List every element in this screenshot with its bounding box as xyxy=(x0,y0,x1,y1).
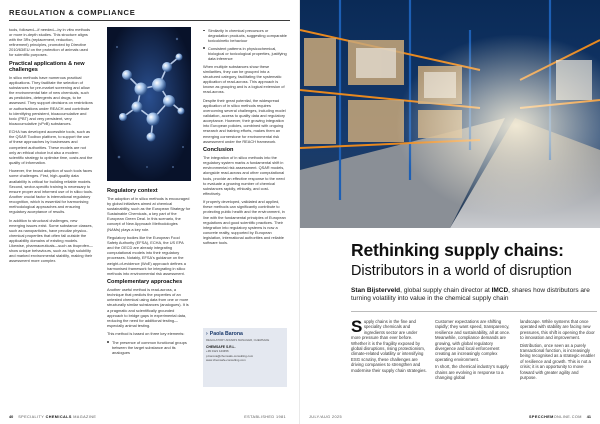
body-column-1 xyxy=(351,319,427,375)
author-role: REGULATORY AFFAIRS MANAGER, CHEMSAFE xyxy=(206,338,270,342)
body-column-2 xyxy=(435,319,511,382)
article-column-1 xyxy=(9,27,93,267)
company-name: IMCD xyxy=(491,287,509,294)
paragraph: Another useful method is read-across, a technique that predicts the properties of an untested chemical using data from one or more structurally similar substances (analogues). It is a pragmatic and scientifically grounded approach to bridge gaps in experimental data, reducing the need for additional testing—especially animal testing. xyxy=(107,287,189,328)
paragraph: The integration of in silico methods into the regulatory system marks a fundamental shift in environmental risk assessment. QSAR models, alongside read-across and other computational tools, provide an effective response to the need to evaluate a growing number of chemical substances rapidly, ethically, and cost-effectively. xyxy=(203,155,285,196)
article-headline: Rethinking supply chains: xyxy=(351,240,564,260)
paragraph: upply chains in the fine and speciality chemicals and ingredients sector are under more pressure than ever before. Whether it is the fragility exposed by global disruptions, rising protectionism, climate-related volatility or intensifying ESG scrutiny, these challenges are driving companies to strengthen and modernise their supply chain strategies. xyxy=(351,319,427,373)
author-bio-box xyxy=(203,328,287,387)
magazine-name: SPECIALITY CHEMICALS MAGAZINE xyxy=(18,414,97,419)
paragraph: If properly developed, validated and applied, these methods can significantly contribute to protecting public health and the environment, in line with the fundamental principles of European regulations and good scientific practices. Their integration into regulatory systems is now a concrete reality, supported by European legislation, international authorities and reliable software tools. xyxy=(203,199,286,246)
left-footer xyxy=(0,412,299,421)
list-item: Consistent patterns in physicochemical, biological or toxicological properties, justifying data inference xyxy=(203,46,287,61)
list-item: Similarity in chemical precursors or degradation products, suggesting comparable toxicokinetic behaviour xyxy=(203,28,287,43)
paragraph: Despite their great potential, the widespread application of in silico methods requires overcoming several challenges, including model validation, access to quality data and regulatory acceptance. However, their growing integration into European policies, combined with ongoing research and training efforts, makes them an emerging cornerstone for environmental risk assessment under the REACH framework. xyxy=(203,97,286,144)
subheading: Practical applications & new challenges xyxy=(9,60,85,73)
subheading: Conclusion xyxy=(203,147,234,154)
page-number: 40 xyxy=(9,414,14,419)
warehouse-photo xyxy=(300,0,600,228)
drop-cap: S xyxy=(351,317,363,336)
paragraph: Regulatory bodies like the European Food Safety Authority (EFSA), ECHA, the US EPA and the OECD are already integrating computational models into their regulatory processes. Notably, EFSA's guidance on the weight-of-evidence (WoE) approach defines a harmonised framework for integrating in silico methods into environmental risk assessment. xyxy=(107,235,186,276)
body-column-3 xyxy=(520,319,596,382)
list-item: The presence of common functional groups between the target substance and its analogues xyxy=(107,340,191,355)
paragraph: However, the broad adoption of such tools faces some challenges. First, high-quality data availability is critical for building reliable models. Second, sector-specific training is necessary to ensure proper and informed use of in silico tools. Another crucial factor is international regulatory recognition, which is essential for harmonising methodological approaches and ensuring regulatory acceptance of results. xyxy=(9,168,93,215)
article-subheadline: Distributors in a world of disruption xyxy=(351,263,572,279)
paragraph: In short, the chemical industry's supply chains are evolving in response to a changing global xyxy=(435,364,509,381)
author-company: CHEMSAFE S.R.L. xyxy=(206,345,236,349)
paragraph: The adoption of in silico methods is encouraged by global initiatives aimed at chemical sustainability, such as the European Strategy for Sustainable Chemicals, a key part of the European Green Deal. In this scenario, the concept of New Approach Methodologies (NAMs) plays a key role. xyxy=(107,196,191,232)
divider xyxy=(351,311,597,312)
paragraph: ECHA has developed accessible tools, such as the QSAR Toolbox platform, to support the use of these approaches by businesses and competent authorities. These models are not only an ethical choice but also a modern scientific strategy to optimise time, costs and the quality of information. xyxy=(9,129,93,165)
subheading: Complementary approaches xyxy=(107,279,183,286)
article-column-2 xyxy=(107,186,191,358)
author-website[interactable]: www.chemsafe-consulting.com xyxy=(206,358,246,363)
right-footer xyxy=(300,412,600,421)
paragraph: In addition to structural challenges, new emerging issues exist. Some substance classes, such as nanoparticles, have peculiar physico-chemical properties that often fall outside the applicability domains of existing models. Likewise, pharmaceuticals—such as ibuprofen—show unique behaviours, such as high solubility and marked environmental stability, making their assessment more complex. xyxy=(9,217,93,264)
paragraph: tools, followed—if needed—by in vitro methods or more in-depth studies. This structure aligns with the 3Rs (replacement, reduction, refinement) principles, promoted by Directive 2010/63/EU on the protection of animals used for scientific purposes. xyxy=(9,27,91,58)
paragraph: In silico methods have numerous practical applications. They facilitate the selection of substances for pre-market screening and allow the environmental fate of new chemicals, such as pesticides, detergents and drugs, to be assessed. They support decisions on restrictions or authorisations under REACH and contribute to identifying persistent, bioaccumulative and toxic (PBT) and very persistent, very bioaccumulative (vPvB) substances. xyxy=(9,74,93,126)
standfirst: Stan Bijsterveld, global supply chain director at IMCD, shares how distributors are turning volatility into value in the chemical supply chain xyxy=(351,287,590,302)
page-number: 41 xyxy=(586,414,591,419)
subheading: Regulatory context xyxy=(107,188,158,194)
paragraph: Customer expectations are shifting rapidly; they want speed, transparency, resilience and sustainability, all at once. Meanwhile, compliance demands are growing, with global regulatory divergence and local enforcement creating an increasingly complex operating environment. xyxy=(435,319,511,362)
established-note: ESTABLISHED 1981 xyxy=(244,414,286,419)
chevron-right-icon: › xyxy=(206,331,208,337)
bullet-list xyxy=(107,340,191,355)
author-name: Stan Bijsterveld xyxy=(351,287,401,294)
issue-date: JULY/AUG 2025 xyxy=(309,414,342,419)
bullet-list xyxy=(203,28,287,61)
molecule-illustration xyxy=(107,27,191,181)
paragraph: When multiple substances show these similarities, they can be grouped into a structured category, facilitating the systematic application of read-across. This approach is known as grouping and is a logical extension of read-across. xyxy=(203,63,285,95)
author-email[interactable]: p.barona@chemsafe-consulting.com xyxy=(206,353,254,358)
header-rule xyxy=(9,20,290,21)
article-column-3 xyxy=(203,27,287,249)
author-name: Paola Barona xyxy=(209,331,243,337)
section-header: REGULATION & COMPLIANCE xyxy=(9,8,136,17)
paragraph: landscape. While systems that once operated with stability are facing new pressures, this shift is opening the door to innovation and improvement. xyxy=(520,319,595,341)
right-page xyxy=(300,0,600,424)
author-phone: +39 0121 123456 xyxy=(206,349,229,353)
paragraph: This method is based on three key elements: xyxy=(107,331,185,337)
paragraph: Distribution, once seen as a purely transactional function, is increasingly being recognised as a strategic enabler of resilience and growth. This is not a crisis; it is an opportunity to move forward with greater agility and purpose. xyxy=(520,342,596,381)
website-name: SPECCHEMONLINE.COM xyxy=(528,414,582,419)
left-page xyxy=(0,0,299,424)
